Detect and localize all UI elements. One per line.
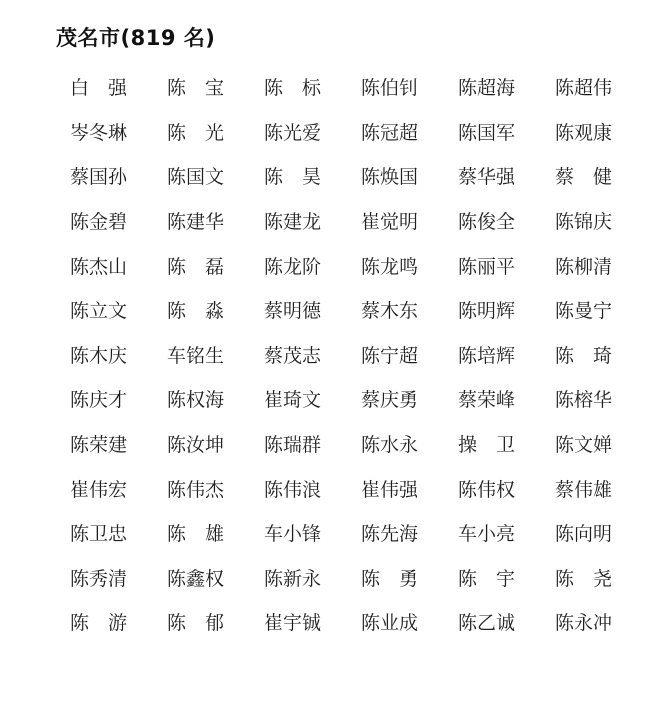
section-heading: 茂名市(819 名) xyxy=(56,26,216,50)
name-entry: 陈新永 xyxy=(264,567,322,590)
name-entry: 白 强 xyxy=(70,77,128,100)
name-entry: 崔宇铖 xyxy=(264,612,322,635)
name-entry: 陈 昊 xyxy=(264,166,322,189)
name-entry: 陈伟权 xyxy=(458,478,516,501)
name-entry: 陈龙阶 xyxy=(264,255,322,278)
name-entry: 陈 郁 xyxy=(167,612,225,635)
name-entry: 陈向明 xyxy=(555,523,613,546)
name-entry: 陈立文 xyxy=(70,300,128,323)
name-entry: 陈水永 xyxy=(361,434,419,457)
name-entry: 陈 琦 xyxy=(555,344,613,367)
name-entry: 蔡荣峰 xyxy=(458,389,516,412)
name-entry: 崔琦文 xyxy=(264,389,322,412)
name-entry: 陈汝坤 xyxy=(167,434,225,457)
name-entry: 陈金碧 xyxy=(70,211,128,234)
name-entry: 陈培辉 xyxy=(458,344,516,367)
name-entry: 蔡国孙 xyxy=(70,166,128,189)
name-entry: 陈先海 xyxy=(361,523,419,546)
name-entry: 陈国军 xyxy=(458,121,516,144)
name-entry: 陈杰山 xyxy=(70,255,128,278)
name-entry: 车小锋 xyxy=(264,523,322,546)
name-entry: 陈明辉 xyxy=(458,300,516,323)
name-entry: 陈木庆 xyxy=(70,344,128,367)
name-entry: 陈业成 xyxy=(361,612,419,635)
name-entry: 陈超海 xyxy=(458,77,516,100)
name-entry: 陈 游 xyxy=(70,612,128,635)
name-entry: 蔡 健 xyxy=(555,166,613,189)
name-entry: 蔡庆勇 xyxy=(361,389,419,412)
name-entry: 车铭生 xyxy=(167,344,225,367)
name-grid xyxy=(70,66,652,646)
name-entry: 陈锦庆 xyxy=(555,211,613,234)
name-entry: 陈曼宁 xyxy=(555,300,613,323)
name-entry: 陈超伟 xyxy=(555,77,613,100)
name-entry: 陈 尧 xyxy=(555,567,613,590)
name-entry: 陈权海 xyxy=(167,389,225,412)
name-entry: 陈鑫权 xyxy=(167,567,225,590)
name-entry: 陈庆才 xyxy=(70,389,128,412)
name-entry: 陈 宝 xyxy=(167,77,225,100)
name-entry: 陈冠超 xyxy=(361,121,419,144)
name-entry: 陈 勇 xyxy=(361,567,419,590)
name-entry: 陈伟浪 xyxy=(264,478,322,501)
name-entry: 崔觉明 xyxy=(361,211,419,234)
name-entry: 陈建龙 xyxy=(264,211,322,234)
name-entry: 陈荣建 xyxy=(70,434,128,457)
name-entry: 陈秀清 xyxy=(70,567,128,590)
name-entry: 陈俊全 xyxy=(458,211,516,234)
name-entry: 蔡伟雄 xyxy=(555,478,613,501)
name-entry: 陈 光 xyxy=(167,121,225,144)
name-entry: 崔伟强 xyxy=(361,478,419,501)
name-entry: 陈 雄 xyxy=(167,523,225,546)
name-entry: 陈伯钊 xyxy=(361,77,419,100)
name-entry: 崔伟宏 xyxy=(70,478,128,501)
name-entry: 陈丽平 xyxy=(458,255,516,278)
name-entry: 陈文婵 xyxy=(555,434,613,457)
name-entry: 陈建华 xyxy=(167,211,225,234)
name-entry: 蔡华强 xyxy=(458,166,516,189)
name-entry: 陈国文 xyxy=(167,166,225,189)
name-entry: 陈瑞群 xyxy=(264,434,322,457)
name-entry: 陈乙诚 xyxy=(458,612,516,635)
name-entry: 陈龙鸣 xyxy=(361,255,419,278)
name-entry: 蔡木东 xyxy=(361,300,419,323)
name-entry: 陈 宇 xyxy=(458,567,516,590)
name-entry: 陈柳清 xyxy=(555,255,613,278)
name-entry: 陈 磊 xyxy=(167,255,225,278)
name-entry: 岑冬琳 xyxy=(70,121,128,144)
name-entry: 陈 标 xyxy=(264,77,322,100)
name-entry: 陈伟杰 xyxy=(167,478,225,501)
name-entry: 陈宁超 xyxy=(361,344,419,367)
name-entry: 陈焕国 xyxy=(361,166,419,189)
name-entry: 蔡茂志 xyxy=(264,344,322,367)
name-entry: 车小亮 xyxy=(458,523,516,546)
name-entry: 陈卫忠 xyxy=(70,523,128,546)
name-entry: 蔡明德 xyxy=(264,300,322,323)
name-entry: 操 卫 xyxy=(458,434,516,457)
name-entry: 陈光爱 xyxy=(264,121,322,144)
name-entry: 陈 淼 xyxy=(167,300,225,323)
name-entry: 陈永冲 xyxy=(555,612,613,635)
name-entry: 陈观康 xyxy=(555,121,613,144)
name-entry: 陈榕华 xyxy=(555,389,613,412)
